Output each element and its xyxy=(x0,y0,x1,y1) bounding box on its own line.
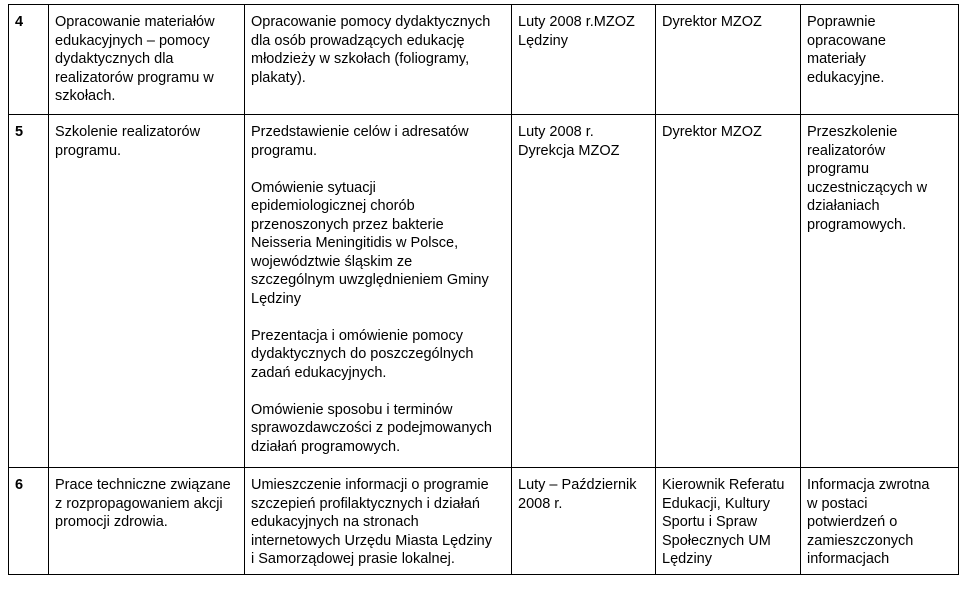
cell-text-line: szczepień profilaktycznych i działań xyxy=(251,495,480,512)
cell-text-line: Sportu i Spraw xyxy=(662,514,758,530)
cell-text-line: szczególnym uwzględnieniem Gminy xyxy=(251,272,489,288)
cell-text-line: Omówienie sytuacji xyxy=(251,179,376,196)
cell-text-line: zadań edukacyjnych. xyxy=(251,364,387,381)
cell-text-line: działań programowych. xyxy=(251,438,401,455)
cell-text-line: Umieszczenie informacji o programie xyxy=(251,477,489,493)
description-paragraph xyxy=(251,401,505,457)
cell-text-line: Szkolenie realizatorów xyxy=(55,124,201,140)
program-schedule-table xyxy=(8,4,959,575)
description-paragraph xyxy=(251,123,505,160)
date-cell xyxy=(512,468,656,575)
row-number: 5 xyxy=(9,115,49,468)
responsible-cell xyxy=(656,468,801,575)
cell-text-line: województwie śląskim ze xyxy=(251,253,413,270)
cell-text-line: opracowane xyxy=(807,32,886,49)
cell-text-line: Kierownik Referatu xyxy=(662,477,785,493)
cell-text-line: epidemiologicznej chorób xyxy=(251,198,415,214)
result-cell xyxy=(801,5,959,115)
cell-text-line: i Samorządowej prasie lokalnej. xyxy=(251,551,455,567)
cell-text-line: Dyrekcja MZOZ xyxy=(518,142,620,159)
cell-text-line: Luty 2008 r. xyxy=(518,124,594,140)
cell-text-line: internetowych Urzędu Miasta Lędziny xyxy=(251,532,492,549)
cell-text-line: Neisseria Meningitidis w Polsce, xyxy=(251,235,459,251)
cell-text-line: szkołach. xyxy=(55,88,116,104)
cell-text-line: zamieszczonych xyxy=(807,532,914,549)
task-cell xyxy=(49,468,245,575)
cell-text-line: Informacja zwrotna xyxy=(807,477,930,493)
table-row xyxy=(9,468,959,575)
cell-text-line: edukacyjnych na stronach xyxy=(251,514,419,530)
cell-text-line: programu. xyxy=(55,142,122,159)
cell-text-line: realizatorów programu w xyxy=(55,69,214,86)
cell-text-line: materiały xyxy=(807,51,866,67)
table-row xyxy=(9,115,959,468)
cell-text-line: dydaktycznych dla xyxy=(55,51,174,67)
cell-text-line: Lędziny xyxy=(251,290,301,307)
row-number: 6 xyxy=(9,468,49,575)
cell-text-line: programowych. xyxy=(807,216,907,233)
cell-text-line: działaniach xyxy=(807,198,880,214)
cell-text-line: Lędziny xyxy=(518,32,568,49)
responsible-cell xyxy=(656,115,801,468)
cell-text-line: Przeszkolenie xyxy=(807,124,898,140)
result-cell xyxy=(801,468,959,575)
date-cell xyxy=(512,115,656,468)
cell-text-line: młodzieży w szkołach (foliogramy, xyxy=(251,51,470,67)
cell-text-line: edukacyjnych – pomocy xyxy=(55,32,210,49)
description-paragraph xyxy=(251,327,505,383)
cell-text-line: sprawozdawczości z podejmowanych xyxy=(251,420,492,436)
cell-text-line: dla osób prowadzących edukację xyxy=(251,32,465,49)
cell-text-line: przenoszonych przez bakterie xyxy=(251,216,444,233)
cell-text-line: plakaty). xyxy=(251,69,306,86)
cell-text-line: z rozpropagowaniem akcji xyxy=(55,495,223,512)
cell-text-line: Omówienie sposobu i terminów xyxy=(251,401,453,418)
cell-text-line: informacjach xyxy=(807,551,890,567)
description-cell xyxy=(245,5,512,115)
cell-text-line: Społecznych UM xyxy=(662,532,771,549)
cell-text-line: promocji zdrowia. xyxy=(55,514,168,530)
cell-text-line: Dyrektor MZOZ xyxy=(662,14,762,30)
cell-text-line: programu. xyxy=(251,142,318,159)
description-paragraph xyxy=(251,179,505,309)
cell-text-line: Opracowanie materiałów xyxy=(55,14,215,30)
task-cell xyxy=(49,5,245,115)
cell-text-line: Opracowanie pomocy dydaktycznych xyxy=(251,14,491,30)
description-cell xyxy=(245,115,512,468)
date-cell xyxy=(512,5,656,115)
cell-text-line: w postaci xyxy=(807,495,868,512)
description-paragraph xyxy=(251,476,505,569)
row-number: 4 xyxy=(9,5,49,115)
cell-text-line: dydaktycznych do poszczególnych xyxy=(251,346,474,362)
cell-text-line: Prezentacja i omówienie pomocy xyxy=(251,327,463,344)
cell-text-line: Dyrektor MZOZ xyxy=(662,124,762,140)
cell-text-line: Edukacji, Kultury xyxy=(662,495,770,512)
result-cell xyxy=(801,115,959,468)
cell-text-line: realizatorów xyxy=(807,142,886,159)
description-paragraph xyxy=(251,13,505,87)
cell-text-line: 2008 r. xyxy=(518,495,563,512)
cell-text-line: Luty – Październik xyxy=(518,477,637,493)
cell-text-line: potwierdzeń o xyxy=(807,514,898,530)
description-cell xyxy=(245,468,512,575)
cell-text-line: uczestniczących w xyxy=(807,179,928,196)
cell-text-line: edukacyjne. xyxy=(807,69,885,86)
task-cell xyxy=(49,115,245,468)
cell-text-line: Lędziny xyxy=(662,551,712,567)
cell-text-line: Luty 2008 r.MZOZ xyxy=(518,14,635,30)
cell-text-line: Prace techniczne związane xyxy=(55,477,231,493)
responsible-cell xyxy=(656,5,801,115)
table-row xyxy=(9,5,959,115)
cell-text-line: programu xyxy=(807,161,870,177)
cell-text-line: Poprawnie xyxy=(807,14,876,30)
cell-text-line: Przedstawienie celów i adresatów xyxy=(251,124,469,140)
